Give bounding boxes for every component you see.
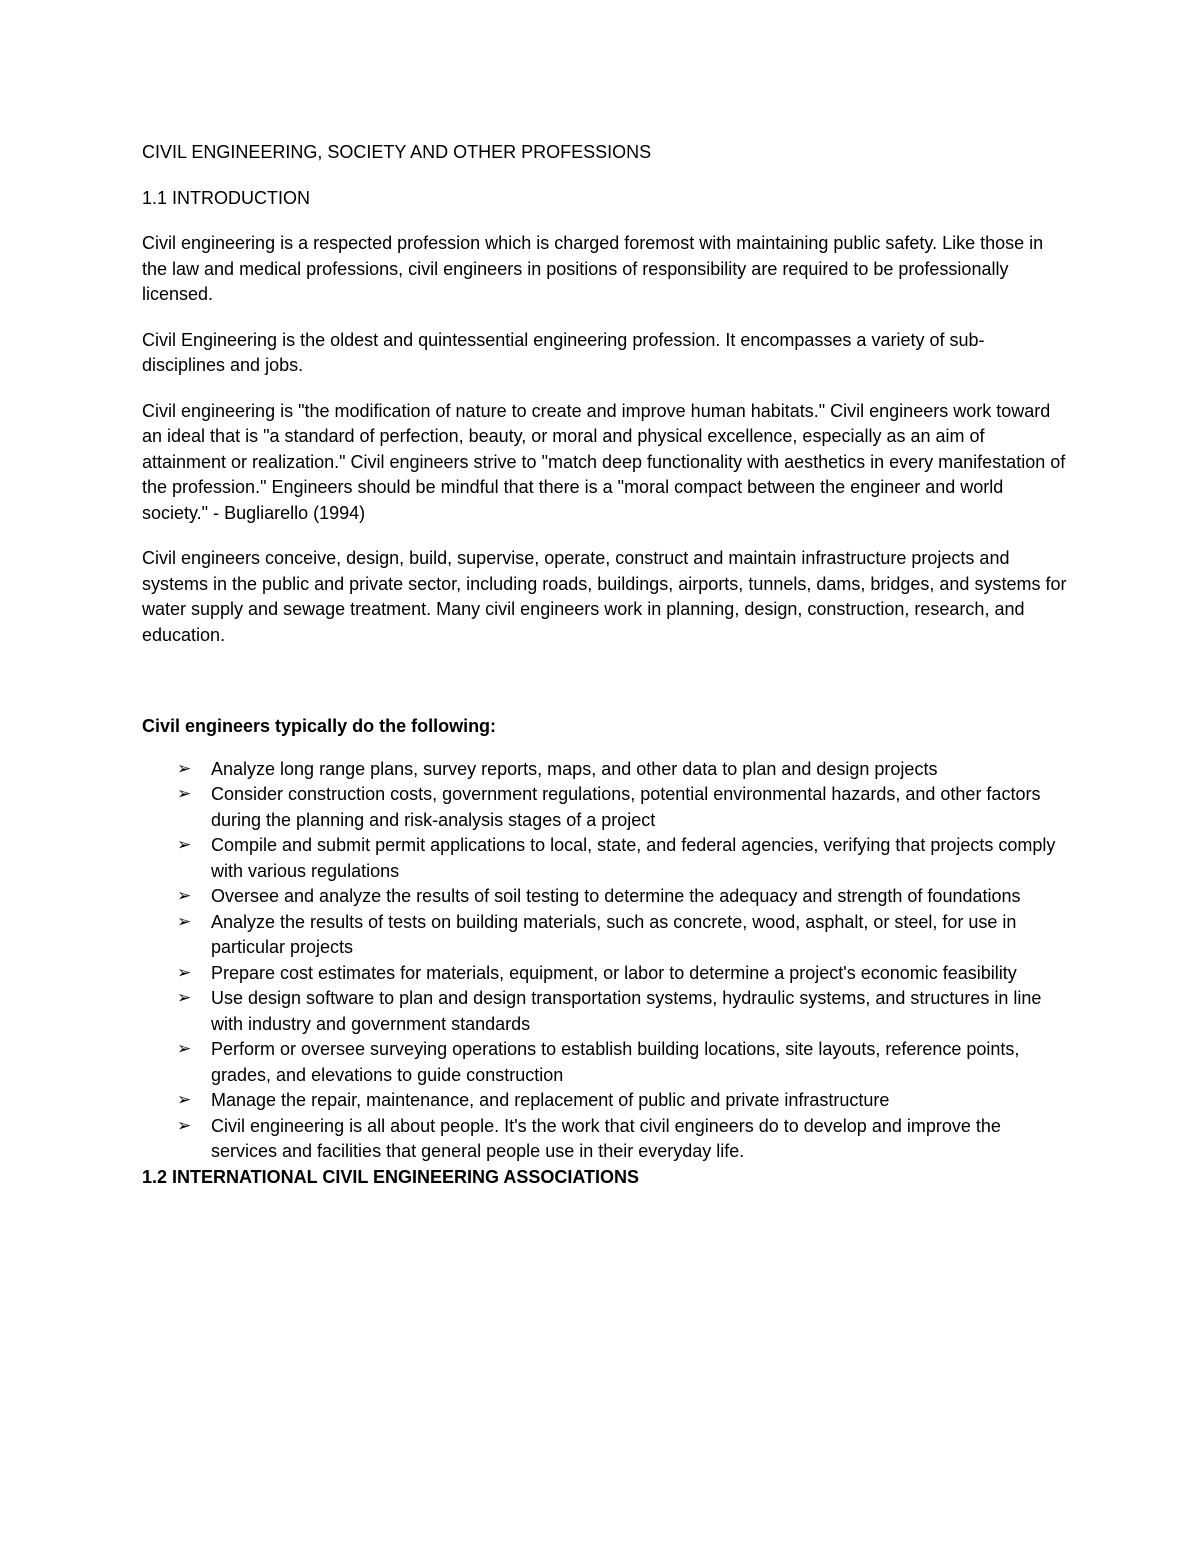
paragraph-infrastructure: Civil engineers conceive, design, build, supervise, operate, construct and maintain infrastructure projects and systems in the public and private sector, including roads, buildings, airports, tunnels, dams, bridges, and systems for water supply and sewage treatment. Many civil engineers work in planning, design, construction, research, and education. — [142, 548, 1067, 645]
section-heading-associations: 1.2 INTERNATIONAL CIVIL ENGINEERING ASSOCIATIONS — [142, 1166, 640, 1187]
arrow-bullet-icon: ➢ — [177, 962, 192, 983]
paragraph-bugliarello-quote: Civil engineering is "the modification of nature to create and improve human habitats." Civil engineers work toward an ideal that is "a standard of perfection, beauty, or moral and physical excellence, especially as an aim of attainment or realization." Civil engineers strive to "match deep functionality with aesthetics in every manifestation of the profession." Engineers should be mindful that there is a "moral compact between the engineer and world society." - Bugliarello (1994) — [142, 400, 1066, 523]
list-item-text: Compile and submit permit applications to local, state, and federal agencies, verifying that projects comply with various regulations — [211, 835, 1056, 881]
list-item — [142, 757, 1067, 783]
arrow-bullet-icon: ➢ — [177, 1090, 192, 1110]
list-item-text: Analyze the results of tests on building materials, such as concrete, wood, asphalt, or steel, for use in particular projects — [211, 911, 1017, 957]
section-heading-introduction: 1.1 INTRODUCTION — [142, 187, 311, 208]
list-item — [142, 910, 1067, 961]
list-item-text: Use design software to plan and design transportation systems, hydraulic systems, and structures in line with industry and government standards — [211, 988, 1042, 1034]
paragraph-oldest-profession: Civil Engineering is the oldest and quintessential engineering profession. It encompasses a variety of sub-disciplines and jobs. — [142, 329, 985, 375]
list-item-text: Prepare cost estimates for materials, equipment, or labor to determine a project's economic feasibility — [211, 962, 1017, 983]
list-item — [142, 1037, 1067, 1088]
list-item-text: Analyze long range plans, survey reports, maps, and other data to plan and design projects — [211, 758, 938, 779]
arrow-bullet-icon: ➢ — [177, 758, 192, 779]
arrow-bullet-icon: ➢ — [177, 911, 192, 932]
arrow-bullet-icon: ➢ — [177, 784, 192, 804]
paragraph-public-safety: Civil engineering is a respected profession which is charged foremost with maintaining public safety. Like those in the law and medical professions, civil engineers in positions of responsibility are required to be professionally licensed. — [142, 233, 1044, 304]
duties-list-first — [142, 757, 1067, 1038]
document-title: CIVIL ENGINEERING, SOCIETY AND OTHER PROFESSIONS — [142, 142, 652, 162]
list-item — [142, 782, 1067, 833]
list-item-text: Oversee and analyze the results of soil testing to determine the adequacy and strength of foundations — [211, 886, 1021, 906]
duties-list-second — [142, 1037, 1067, 1165]
list-item-text: Consider construction costs, government regulations, potential environmental hazards, and other factors during the planning and risk-analysis stages of a project — [211, 784, 1041, 830]
duties-heading: Civil engineers typically do the following: — [142, 716, 497, 736]
arrow-bullet-icon: ➢ — [177, 1115, 192, 1136]
list-item — [142, 986, 1067, 1037]
list-item — [142, 1114, 1067, 1165]
list-item-text: Manage the repair, maintenance, and replacement of public and private infrastructure — [211, 1090, 890, 1110]
arrow-bullet-icon: ➢ — [177, 835, 192, 855]
list-item-text: Civil engineering is all about people. It's the work that civil engineers do to develop and improve the services and facilities that general people use in their everyday life. — [211, 1115, 1001, 1161]
list-item — [142, 1088, 1067, 1114]
arrow-bullet-icon: ➢ — [177, 988, 192, 1008]
document-page — [142, 140, 1067, 1190]
arrow-bullet-icon: ➢ — [177, 886, 192, 906]
list-item — [142, 961, 1067, 987]
list-item — [142, 833, 1067, 884]
list-item — [142, 884, 1067, 910]
list-item-text: Perform or oversee surveying operations to establish building locations, site layouts, reference points, grades, and elevations to guide construction — [211, 1039, 1020, 1085]
arrow-bullet-icon: ➢ — [177, 1039, 192, 1059]
